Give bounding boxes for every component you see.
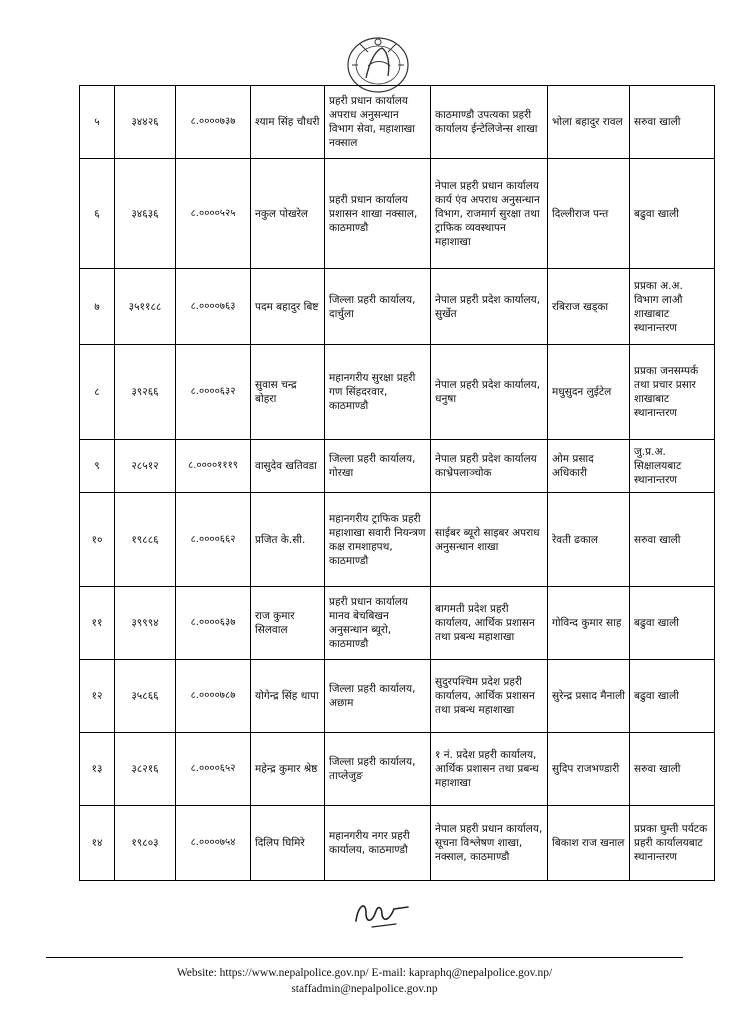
table-row	[80, 587, 715, 660]
to-office-cell: १ नं. प्रदेश प्रहरी कार्यालय, आर्थिक प्रशासन तथा प्रबन्ध महाशाखा	[431, 733, 548, 806]
employee-number-cell: १९८०३	[115, 806, 176, 881]
code-cell: ८.००००६३७	[176, 587, 251, 660]
table-row	[80, 159, 715, 269]
replacement-cell: ओम प्रसाद अधिकारी	[548, 440, 630, 493]
from-office-cell: महानगरीय ट्राफिक प्रहरी महाशाखा सवारी नियन्त्रण कक्ष रामशाहपथ, काठमाण्डौ	[325, 493, 431, 587]
replacement-cell: गोविन्द कुमार साह	[548, 587, 630, 660]
employee-number-cell: ३९२६६	[115, 345, 176, 440]
code-cell: ८.००००७३७	[176, 86, 251, 159]
name-cell: प्रजित के.सी.	[251, 493, 325, 587]
remark-cell: बढुवा खाली	[630, 587, 715, 660]
to-office-cell: नेपाल प्रहरी प्रदेश कार्यालय, धनुषा	[431, 345, 548, 440]
from-office-cell: जिल्ला प्रहरी कार्यालय, दार्चुला	[325, 269, 431, 345]
replacement-cell: सुरेन्द्र प्रसाद मैनाली	[548, 660, 630, 733]
transfer-roster-table	[79, 85, 715, 881]
serial-number-cell: ७	[80, 269, 115, 345]
code-cell: ८.००००५२५	[176, 159, 251, 269]
table-row	[80, 493, 715, 587]
table-row	[80, 86, 715, 159]
from-office-cell: जिल्ला प्रहरी कार्यालय, अछाम	[325, 660, 431, 733]
from-office-cell: जिल्ला प्रहरी कार्यालय, गोरखा	[325, 440, 431, 493]
code-cell: ८.००००६५२	[176, 733, 251, 806]
remark-cell: प्रप्रका जनसम्पर्क तथा प्रचार प्रसार शाखाबाट स्थानान्तरण	[630, 345, 715, 440]
to-office-cell: नेपाल प्रहरी प्रधान कार्यालय कार्य एंव अपराध अनुसन्धान विभाग, राजमार्ग सुरक्षा तथा ट्राफिक व्यवस्थापन महाशाखा	[431, 159, 548, 269]
employee-number-cell: ३९९९४	[115, 587, 176, 660]
replacement-cell: मधुसुदन लुईटेल	[548, 345, 630, 440]
remark-cell: सरुवा खाली	[630, 733, 715, 806]
to-office-cell: बागमती प्रदेश प्रहरी कार्यालय, आर्थिक प्रशासन तथा प्रबन्ध महाशाखा	[431, 587, 548, 660]
footer-contact-line: Website: https://www.nepalpolice.gov.np/ E-mail: kapraphq@nepalpolice.gov.np/	[176, 967, 553, 979]
name-cell: पदम बहादुर बिष्ट	[251, 269, 325, 345]
replacement-cell: दिल्लीराज पन्त	[548, 159, 630, 269]
employee-number-cell: ३५८६६	[115, 660, 176, 733]
to-office-cell: काठमाण्डौ उपत्यका प्रहरी कार्यालय ईन्टेलिजेन्स शाखा	[431, 86, 548, 159]
serial-number-cell: १२	[80, 660, 115, 733]
table-row	[80, 660, 715, 733]
serial-number-cell: ११	[80, 587, 115, 660]
employee-number-cell: १९८८६	[115, 493, 176, 587]
to-office-cell: साईबर ब्यूरो साइबर अपराध अनुसन्धान शाखा	[431, 493, 548, 587]
employee-number-cell: ३५११८८	[115, 269, 176, 345]
employee-number-cell: ३८२१६	[115, 733, 176, 806]
remark-cell: प्रप्रका अ.अ. विभाग लाऔ शाखाबाट स्थानान्तरण	[630, 269, 715, 345]
replacement-cell: रेवती ढकाल	[548, 493, 630, 587]
from-office-cell: प्रहरी प्रधान कार्यालय मानव बेचबिखन अनुसन्धान ब्यूरो, काठमाण्डौ	[325, 587, 431, 660]
table-row	[80, 733, 715, 806]
serial-number-cell: १३	[80, 733, 115, 806]
code-cell: ८.००००६३२	[176, 345, 251, 440]
name-cell: वासुदेव खतिवडा	[251, 440, 325, 493]
to-office-cell: नेपाल प्रहरी प्रदेश कार्यालय काभ्रेपलाञ्चोक	[431, 440, 548, 493]
footer-divider	[46, 957, 683, 958]
remark-cell: सरुवा खाली	[630, 86, 715, 159]
remark-cell: बढुवा खाली	[630, 159, 715, 269]
serial-number-cell: ८	[80, 345, 115, 440]
from-office-cell: महानगरीय नगर प्रहरी कार्यालय, काठमाण्डौ	[325, 806, 431, 881]
remark-cell: बढुवा खाली	[630, 660, 715, 733]
roster-body	[80, 86, 715, 881]
serial-number-cell: ६	[80, 159, 115, 269]
remark-cell: सरुवा खाली	[630, 493, 715, 587]
from-office-cell: जिल्ला प्रहरी कार्यालय, ताप्लेजुङ	[325, 733, 431, 806]
code-cell: ८.००००७६३	[176, 269, 251, 345]
replacement-cell: रबिराज खड्का	[548, 269, 630, 345]
from-office-cell: महानगरीय सुरक्षा प्रहरी गण सिंहदरवार, काठमाण्डौ	[325, 345, 431, 440]
code-cell: ८.००००१११९	[176, 440, 251, 493]
footer-email-line: staffadmin@nepalpolice.gov.np	[291, 983, 438, 995]
table-row	[80, 440, 715, 493]
name-cell: नकुल पोखरेल	[251, 159, 325, 269]
name-cell: सुवास चन्द्र बोहरा	[251, 345, 325, 440]
code-cell: ८.००००७५४	[176, 806, 251, 881]
name-cell: महेन्द्र कुमार श्रेष्ठ	[251, 733, 325, 806]
name-cell: राज कुमार सिलवाल	[251, 587, 325, 660]
serial-number-cell: १०	[80, 493, 115, 587]
name-cell: योगेन्द्र सिंह थापा	[251, 660, 325, 733]
employee-number-cell: २८५१२	[115, 440, 176, 493]
serial-number-cell: ५	[80, 86, 115, 159]
to-office-cell: नेपाल प्रहरी प्रदेश कार्यालय, सुर्खेत	[431, 269, 548, 345]
employee-number-cell: ३४४२६	[115, 86, 176, 159]
from-office-cell: प्रहरी प्रधान कार्यालय अपराध अनुसन्धान विभाग सेवा, महाशाखा नक्साल	[325, 86, 431, 159]
replacement-cell: सुदिप राजभण्डारी	[548, 733, 630, 806]
replacement-cell: भोला बहादुर रावल	[548, 86, 630, 159]
remark-cell: प्रप्रका घुम्ती पर्यटक प्रहरी कार्यालयबाट स्थानान्तरण	[630, 806, 715, 881]
serial-number-cell: १४	[80, 806, 115, 881]
table-row	[80, 269, 715, 345]
handwritten-signature	[352, 893, 412, 931]
to-office-cell: सुदुरपश्चिम प्रदेश प्रहरी कार्यालय, आर्थिक प्रशासन तथा प्रबन्ध महाशाखा	[431, 660, 548, 733]
name-cell: श्याम सिंह चौधरी	[251, 86, 325, 159]
code-cell: ८.००००७८७	[176, 660, 251, 733]
name-cell: दिलिप घिमिरे	[251, 806, 325, 881]
table-row	[80, 345, 715, 440]
remark-cell: जु.प्र.अ. सिक्षालयबाट स्थानान्तरण	[630, 440, 715, 493]
page-footer	[0, 965, 729, 997]
employee-number-cell: ३४६३६	[115, 159, 176, 269]
replacement-cell: बिकाश राज खनाल	[548, 806, 630, 881]
from-office-cell: प्रहरी प्रधान कार्यालय प्रशासन शाखा नक्साल, काठमाण्डौ	[325, 159, 431, 269]
to-office-cell: नेपाल प्रहरी प्रधान कार्यालय, सूचना विश्लेषण शाखा, नक्साल, काठमाण्डौ	[431, 806, 548, 881]
serial-number-cell: ९	[80, 440, 115, 493]
table-row	[80, 806, 715, 881]
code-cell: ८.००००६६२	[176, 493, 251, 587]
